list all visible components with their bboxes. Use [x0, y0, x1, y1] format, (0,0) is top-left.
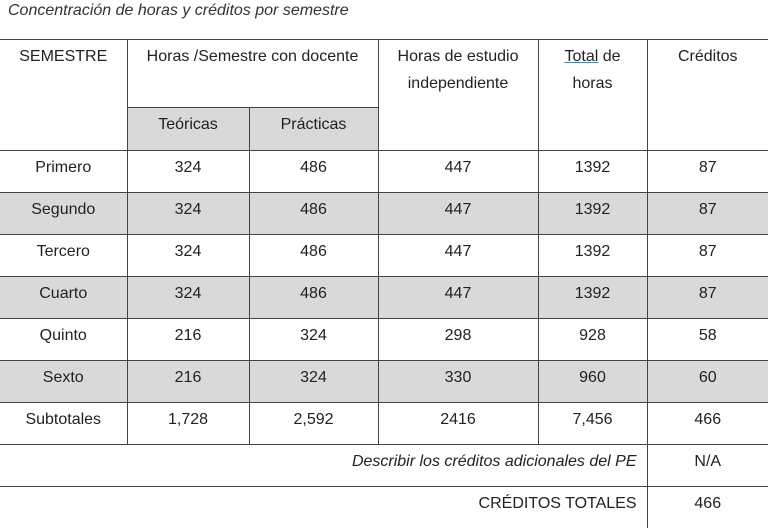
hours-credits-table: [0, 39, 768, 528]
header-total-word: Total: [564, 48, 598, 65]
cell-semestre: Quinto: [0, 319, 127, 361]
cell-total: 1392: [538, 151, 647, 193]
cell-total: 7,456: [538, 403, 647, 445]
cell-creditos: 466: [647, 403, 768, 445]
header-practicas: Prácticas: [249, 108, 378, 151]
cell-semestre: Segundo: [0, 193, 127, 235]
cell-total: 1392: [538, 277, 647, 319]
cell-independiente: 447: [378, 151, 538, 193]
totales-value: 466: [647, 487, 768, 528]
cell-teoricas: 324: [127, 235, 249, 277]
table-caption: Concentración de horas y créditos por semestre: [8, 2, 349, 20]
cell-practicas: 486: [249, 151, 378, 193]
cell-independiente: 447: [378, 277, 538, 319]
cell-teoricas: 216: [127, 361, 249, 403]
table-row: [0, 151, 768, 193]
cell-semestre: Tercero: [0, 235, 127, 277]
table-row: [0, 193, 768, 235]
adicionales-value: N/A: [647, 445, 768, 487]
header-creditos: Créditos: [647, 40, 768, 151]
header-semestre: SEMESTRE: [0, 40, 127, 151]
cell-practicas: 324: [249, 319, 378, 361]
cell-semestre: Cuarto: [0, 277, 127, 319]
cell-total: 960: [538, 361, 647, 403]
cell-semestre: Subtotales: [0, 403, 127, 445]
cell-practicas: 486: [249, 277, 378, 319]
table-row: [0, 361, 768, 403]
cell-independiente: 298: [378, 319, 538, 361]
header-total-rest: de horas: [573, 48, 621, 92]
cell-independiente: 330: [378, 361, 538, 403]
header-total: [538, 40, 647, 151]
table-row: [0, 403, 768, 445]
cell-total: 928: [538, 319, 647, 361]
cell-creditos: 87: [647, 277, 768, 319]
cell-teoricas: 324: [127, 151, 249, 193]
cell-creditos: 60: [647, 361, 768, 403]
header-teoricas: Teóricas: [127, 108, 249, 151]
cell-practicas: 2,592: [249, 403, 378, 445]
cell-practicas: 324: [249, 361, 378, 403]
cell-independiente: 2416: [378, 403, 538, 445]
cell-creditos: 87: [647, 235, 768, 277]
header-horas-docente: Horas /Semestre con docente: [127, 40, 378, 108]
cell-creditos: 58: [647, 319, 768, 361]
cell-independiente: 447: [378, 193, 538, 235]
cell-creditos: 87: [647, 193, 768, 235]
cell-practicas: 486: [249, 235, 378, 277]
cell-teoricas: 1,728: [127, 403, 249, 445]
cell-teoricas: 324: [127, 277, 249, 319]
cell-independiente: 447: [378, 235, 538, 277]
cell-semestre: Primero: [0, 151, 127, 193]
table-row: [0, 277, 768, 319]
cell-semestre: Sexto: [0, 361, 127, 403]
adicionales-label: Describir los créditos adicionales del PE: [0, 445, 647, 487]
cell-teoricas: 324: [127, 193, 249, 235]
table-row: [0, 319, 768, 361]
cell-practicas: 486: [249, 193, 378, 235]
cell-total: 1392: [538, 193, 647, 235]
header-independiente: Horas de estudio independiente: [378, 40, 538, 151]
cell-creditos: 87: [647, 151, 768, 193]
table-row: [0, 235, 768, 277]
totales-label: CRÉDITOS TOTALES: [0, 487, 647, 528]
cell-teoricas: 216: [127, 319, 249, 361]
cell-total: 1392: [538, 235, 647, 277]
